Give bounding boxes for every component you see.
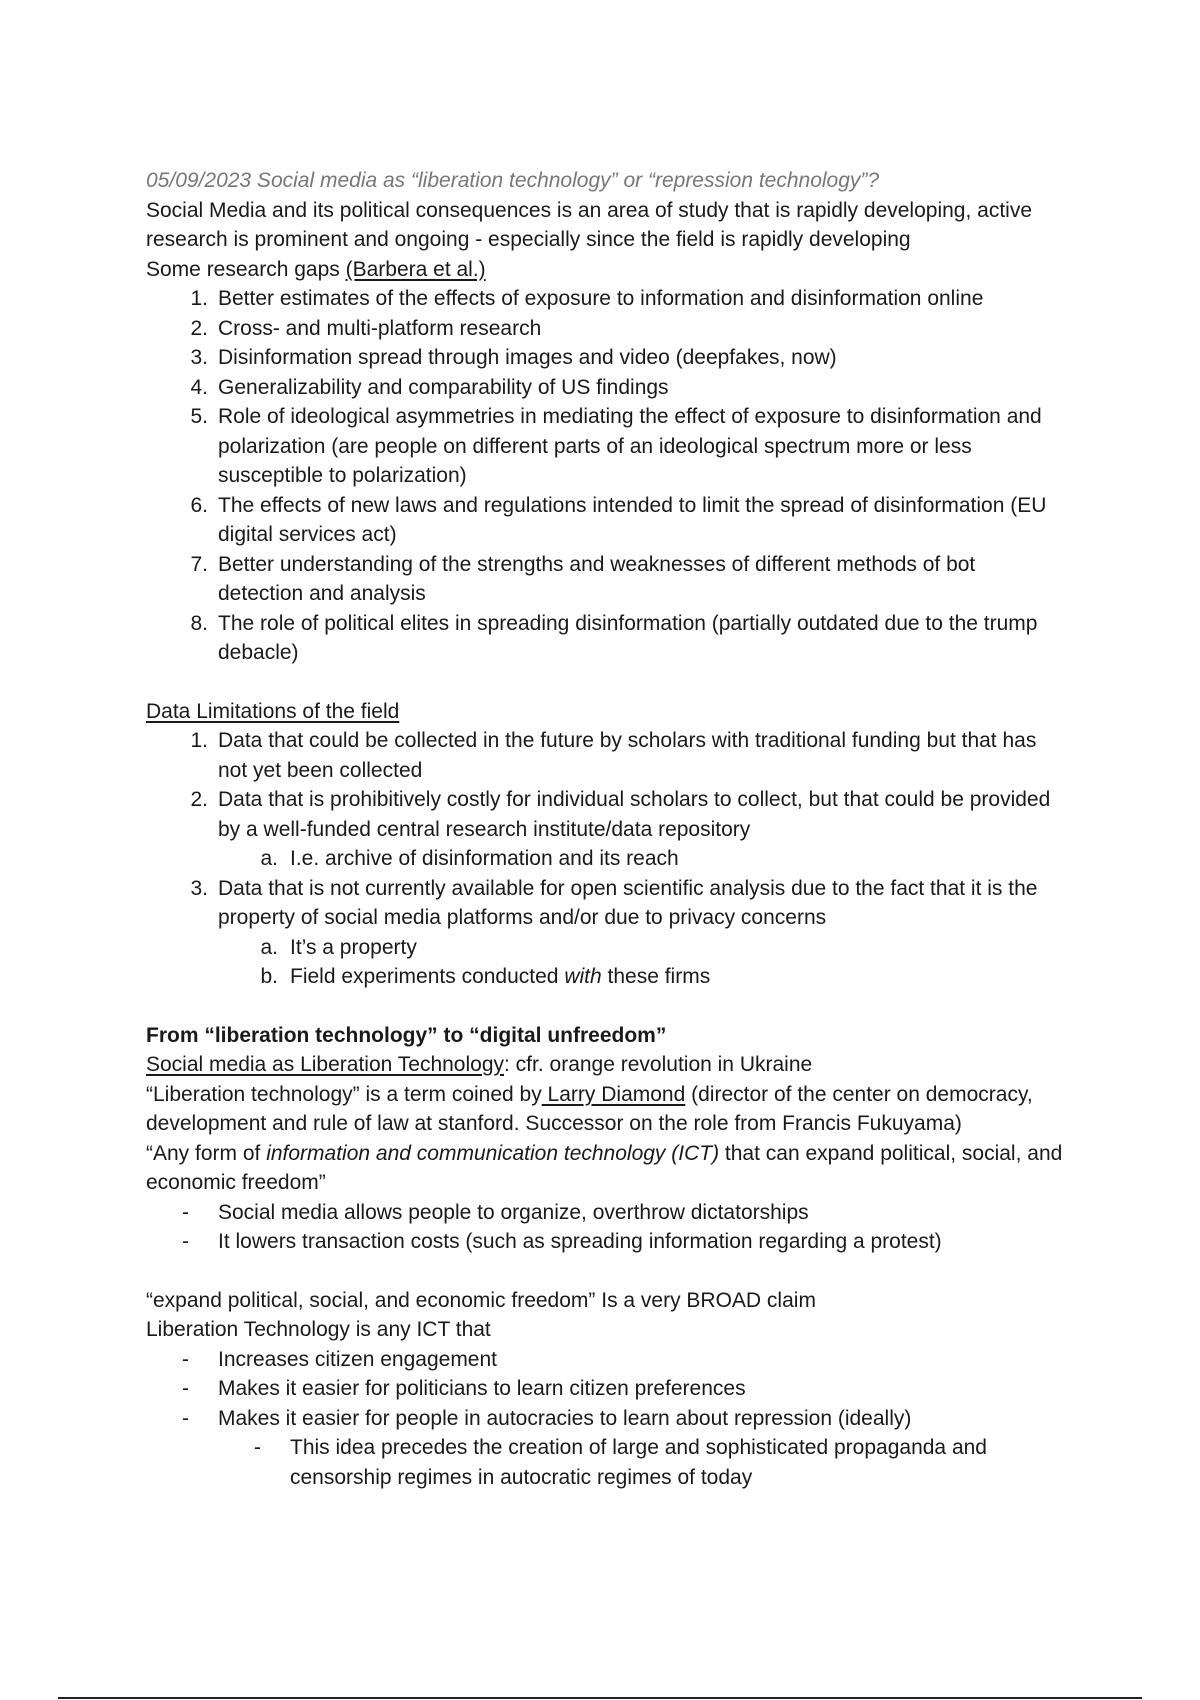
liberation-tech-line xyxy=(146,1050,1066,1080)
bullet-dash: - xyxy=(182,1200,189,1224)
page-subtitle: 05/09/2023 Social media as “liberation technology” or “repression technology”? xyxy=(146,169,880,192)
list-number: 3. xyxy=(190,876,208,900)
lt-sub-bullets xyxy=(146,1433,1066,1492)
list-item-text: Makes it easier for people in autocracies to learn about repression (ideally) xyxy=(218,1406,912,1430)
list-item xyxy=(146,343,1066,373)
definition-text: “Any form of xyxy=(146,1141,267,1165)
list-item-text: Data that could be collected in the future by scholars with traditional funding but that has not yet been collected xyxy=(218,729,1037,782)
list-item xyxy=(146,962,1066,992)
list-item-text: Data that is prohibitively costly for individual scholars to collect, but that could be provided by a well-funded central research institute/data repository xyxy=(218,788,1051,841)
list-item-text: It lowers transaction costs (such as spreading information regarding a protest) xyxy=(218,1230,942,1253)
list-item-text: This idea precedes the creation of large and sophisticated propaganda and censorship regimes in autocratic regimes of today xyxy=(290,1436,987,1489)
list-item-text: Cross- and multi-platform research xyxy=(218,316,542,340)
list-item-text: Disinformation spread through images and video (deepfakes, now) xyxy=(218,346,837,369)
bullet-dash: - xyxy=(182,1406,189,1430)
bullet-dash: - xyxy=(254,1436,261,1459)
list-item xyxy=(146,1374,1066,1404)
intro-paragraph: Social Media and its political consequences is an area of study that is rapidly developing, active research is prominent and ongoing - especially since the field is rapidly developing xyxy=(146,198,1033,251)
list-number: 3. xyxy=(190,346,208,369)
list-item xyxy=(146,550,1066,609)
definition-paragraph xyxy=(146,1139,1066,1198)
list-number: 4. xyxy=(190,375,208,399)
list-item-text: these firms xyxy=(601,965,711,988)
list-item xyxy=(146,785,1066,844)
list-item xyxy=(146,402,1066,491)
coined-text: (director of the center on democracy, development and rule of law at stanford. Successor on the role from Francis Fukuyama) xyxy=(146,1082,1033,1135)
list-item-text: Makes it easier for politicians to learn citizen preferences xyxy=(218,1377,746,1400)
list-item-text: It’s a property xyxy=(290,935,417,959)
list-number: 2. xyxy=(190,316,208,340)
section-heading: From “liberation technology” to “digital unfreedom” xyxy=(146,1023,667,1047)
list-item xyxy=(146,373,1066,403)
list-item xyxy=(146,1345,1066,1375)
list-letter: b. xyxy=(260,965,278,988)
definition-text: that can expand political, social, and economic freedom” xyxy=(146,1141,1063,1194)
data-limitations-list xyxy=(146,726,1066,844)
list-item-text: Role of ideological asymmetries in mediating the effect of exposure to disinformation and polarization (are people on different parts of an ideological spectrum more or less susceptible to polarization) xyxy=(218,405,1042,487)
list-number: 7. xyxy=(190,552,208,576)
spacer xyxy=(146,992,1066,1021)
bullet-dash: - xyxy=(182,1347,189,1371)
spacer xyxy=(146,1257,1066,1286)
list-number: 2. xyxy=(190,788,208,811)
broad-claim: “expand political, social, and economic freedom” Is a very BROAD claim xyxy=(146,1288,816,1312)
data-limitations-sublist xyxy=(146,844,1066,874)
emphasis-text: information and communication technology (ICT) xyxy=(266,1141,720,1165)
list-item xyxy=(146,314,1066,344)
research-gaps-prefix: Some research gaps xyxy=(146,257,346,281)
list-item-text: Generalizability and comparability of US findings xyxy=(218,375,669,399)
list-item xyxy=(146,609,1066,668)
emphasis-text: with xyxy=(564,965,602,988)
list-item xyxy=(146,284,1066,314)
list-number: 8. xyxy=(190,611,208,635)
list-item-text: Data that is not currently available for open scientific analysis due to the fact that it is the property of social media platforms and/or due to privacy concerns xyxy=(218,876,1038,929)
bullet-dash: - xyxy=(182,1377,189,1400)
lt-bullets xyxy=(146,1345,1066,1434)
barbera-link[interactable]: (Barbera et al.) xyxy=(345,257,486,281)
list-item-text: Better estimates of the effects of exposure to information and disinformation online xyxy=(218,287,984,310)
coined-text: “Liberation technology” is a term coined by xyxy=(146,1082,542,1106)
list-item-text: I.e. archive of disinformation and its reach xyxy=(290,847,679,870)
list-item-text: The effects of new laws and regulations intended to limit the spread of disinformation (EU digital services act) xyxy=(218,493,1047,546)
liberation-tech-label: Social media as Liberation Technology xyxy=(146,1053,505,1076)
list-item xyxy=(146,491,1066,550)
list-letter: a. xyxy=(260,847,278,870)
list-item xyxy=(146,844,1066,874)
list-item-text: Better understanding of the strengths and weaknesses of different methods of bot detection and analysis xyxy=(218,552,976,605)
list-item xyxy=(146,1198,1066,1228)
larry-diamond-link[interactable]: Larry Diamond xyxy=(541,1082,686,1106)
list-item-text: Field experiments conducted xyxy=(290,965,565,988)
coined-paragraph xyxy=(146,1080,1066,1139)
list-item-text: Social media allows people to organize, overthrow dictatorships xyxy=(218,1200,809,1224)
list-number: 1. xyxy=(190,729,208,752)
research-gaps-list xyxy=(146,284,1066,668)
list-item xyxy=(146,874,1066,933)
list-item xyxy=(146,933,1066,963)
lt-definition: Liberation Technology is any ICT that xyxy=(146,1318,491,1341)
research-gaps-intro xyxy=(146,255,1066,285)
document-page xyxy=(146,166,1066,1492)
page-divider xyxy=(58,1697,1142,1699)
list-item xyxy=(146,726,1066,785)
list-number: 1. xyxy=(190,287,208,310)
spacer xyxy=(146,668,1066,697)
bullet-dash: - xyxy=(182,1230,189,1253)
list-number: 5. xyxy=(190,405,208,428)
list-letter: a. xyxy=(260,935,278,959)
data-limitations-heading: Data Limitations of the field xyxy=(146,699,400,723)
liberation-tech-rest: : cfr. orange revolution in Ukraine xyxy=(504,1053,813,1076)
list-item-text: The role of political elites in spreading disinformation (partially outdated due to the trump debacle) xyxy=(218,611,1038,664)
data-limitations-list-continued xyxy=(146,874,1066,933)
liberation-bullets xyxy=(146,1198,1066,1257)
list-item xyxy=(146,1433,1066,1492)
list-item-text: Increases citizen engagement xyxy=(218,1347,497,1371)
list-item xyxy=(146,1404,1066,1434)
list-item xyxy=(146,1227,1066,1257)
data-limitations-sublist xyxy=(146,933,1066,992)
list-number: 6. xyxy=(190,493,208,517)
